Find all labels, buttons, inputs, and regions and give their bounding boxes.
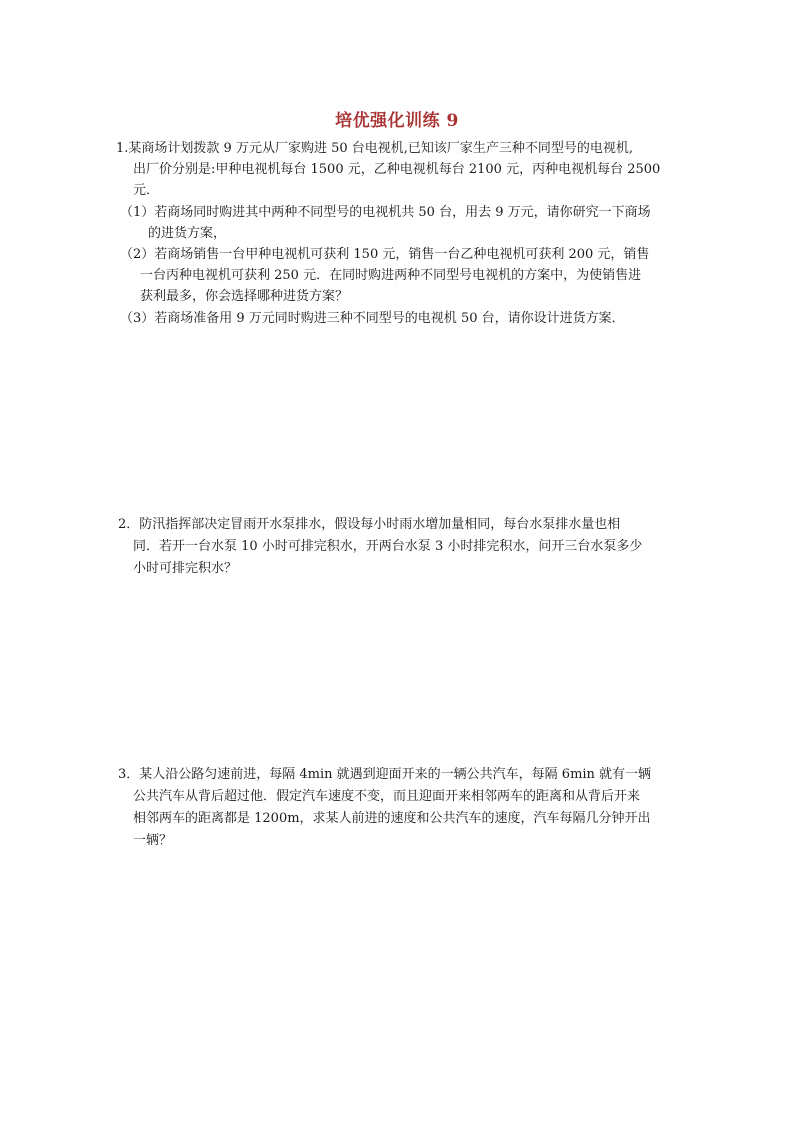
problem-3-line-3: 相邻两车的距离都是 1200m，求某人前进的速度和公共汽车的速度，汽车每隔几分钟开出: [133, 811, 651, 826]
problem-1-part-2-line-3: 获利最多，你会选择哪种进货方案？: [140, 289, 349, 304]
problem-3-line-2: 公共汽车从背后超过他．假定汽车速度不变，而且迎面开来相邻两车的距离和从背后开来: [133, 789, 641, 804]
problem-1-line-2: 出厂价分别是:甲种电视机每台 1500 元，乙种电视机每台 2100 元，丙种电视机每台 2500: [133, 162, 661, 177]
page-title: 培优强化训练 9: [335, 111, 459, 131]
problem-1-part-1-line-2: 的进货方案，: [148, 226, 227, 241]
problem-2-line-3: 小时可排完积水？: [133, 561, 238, 576]
problem-1-line-1: 1.某商场计划拨款 9 万元从厂家购进 50 台电视机,已知该厂家生产三种不同型号的电视机,: [116, 141, 634, 156]
problem-3-line-4: 一辆？: [133, 833, 173, 848]
problem-1-part-2-line-1: （2）若商场销售一台甲种电视机可获利 150 元，销售一台乙种电视机可获利 200 元，销售: [120, 247, 650, 262]
problem-1-part-1-line-1: （1）若商场同时购进其中两种不同型号的电视机共 50 台，用去 9 万元，请你研究一下商场: [120, 205, 651, 220]
problem-3-line-1: 3．某人沿公路匀速前进，每隔 4min 就遇到迎面开来的一辆公共汽车，每隔 6min 就有一辆: [118, 767, 652, 782]
problem-2-line-1: 2．防汛指挥部决定冒雨开水泵排水，假设每小时雨水增加量相同，每台水泵排水量也相: [118, 517, 621, 532]
problem-1-part-3-line-1: （3）若商场准备用 9 万元同时购进三种不同型号的电视机 50 台，请你设计进货方案．: [120, 311, 625, 326]
problem-2-line-2: 同．若开一台水泵 10 小时可排完积水，开两台水泵 3 小时排完积水，问开三台水泵多少: [133, 539, 643, 554]
problem-1-part-2-line-2: 一台丙种电视机可获利 250 元．在同时购进两种不同型号电视机的方案中，为使销售进: [140, 268, 642, 283]
problem-1-line-3: 元．: [133, 183, 160, 198]
